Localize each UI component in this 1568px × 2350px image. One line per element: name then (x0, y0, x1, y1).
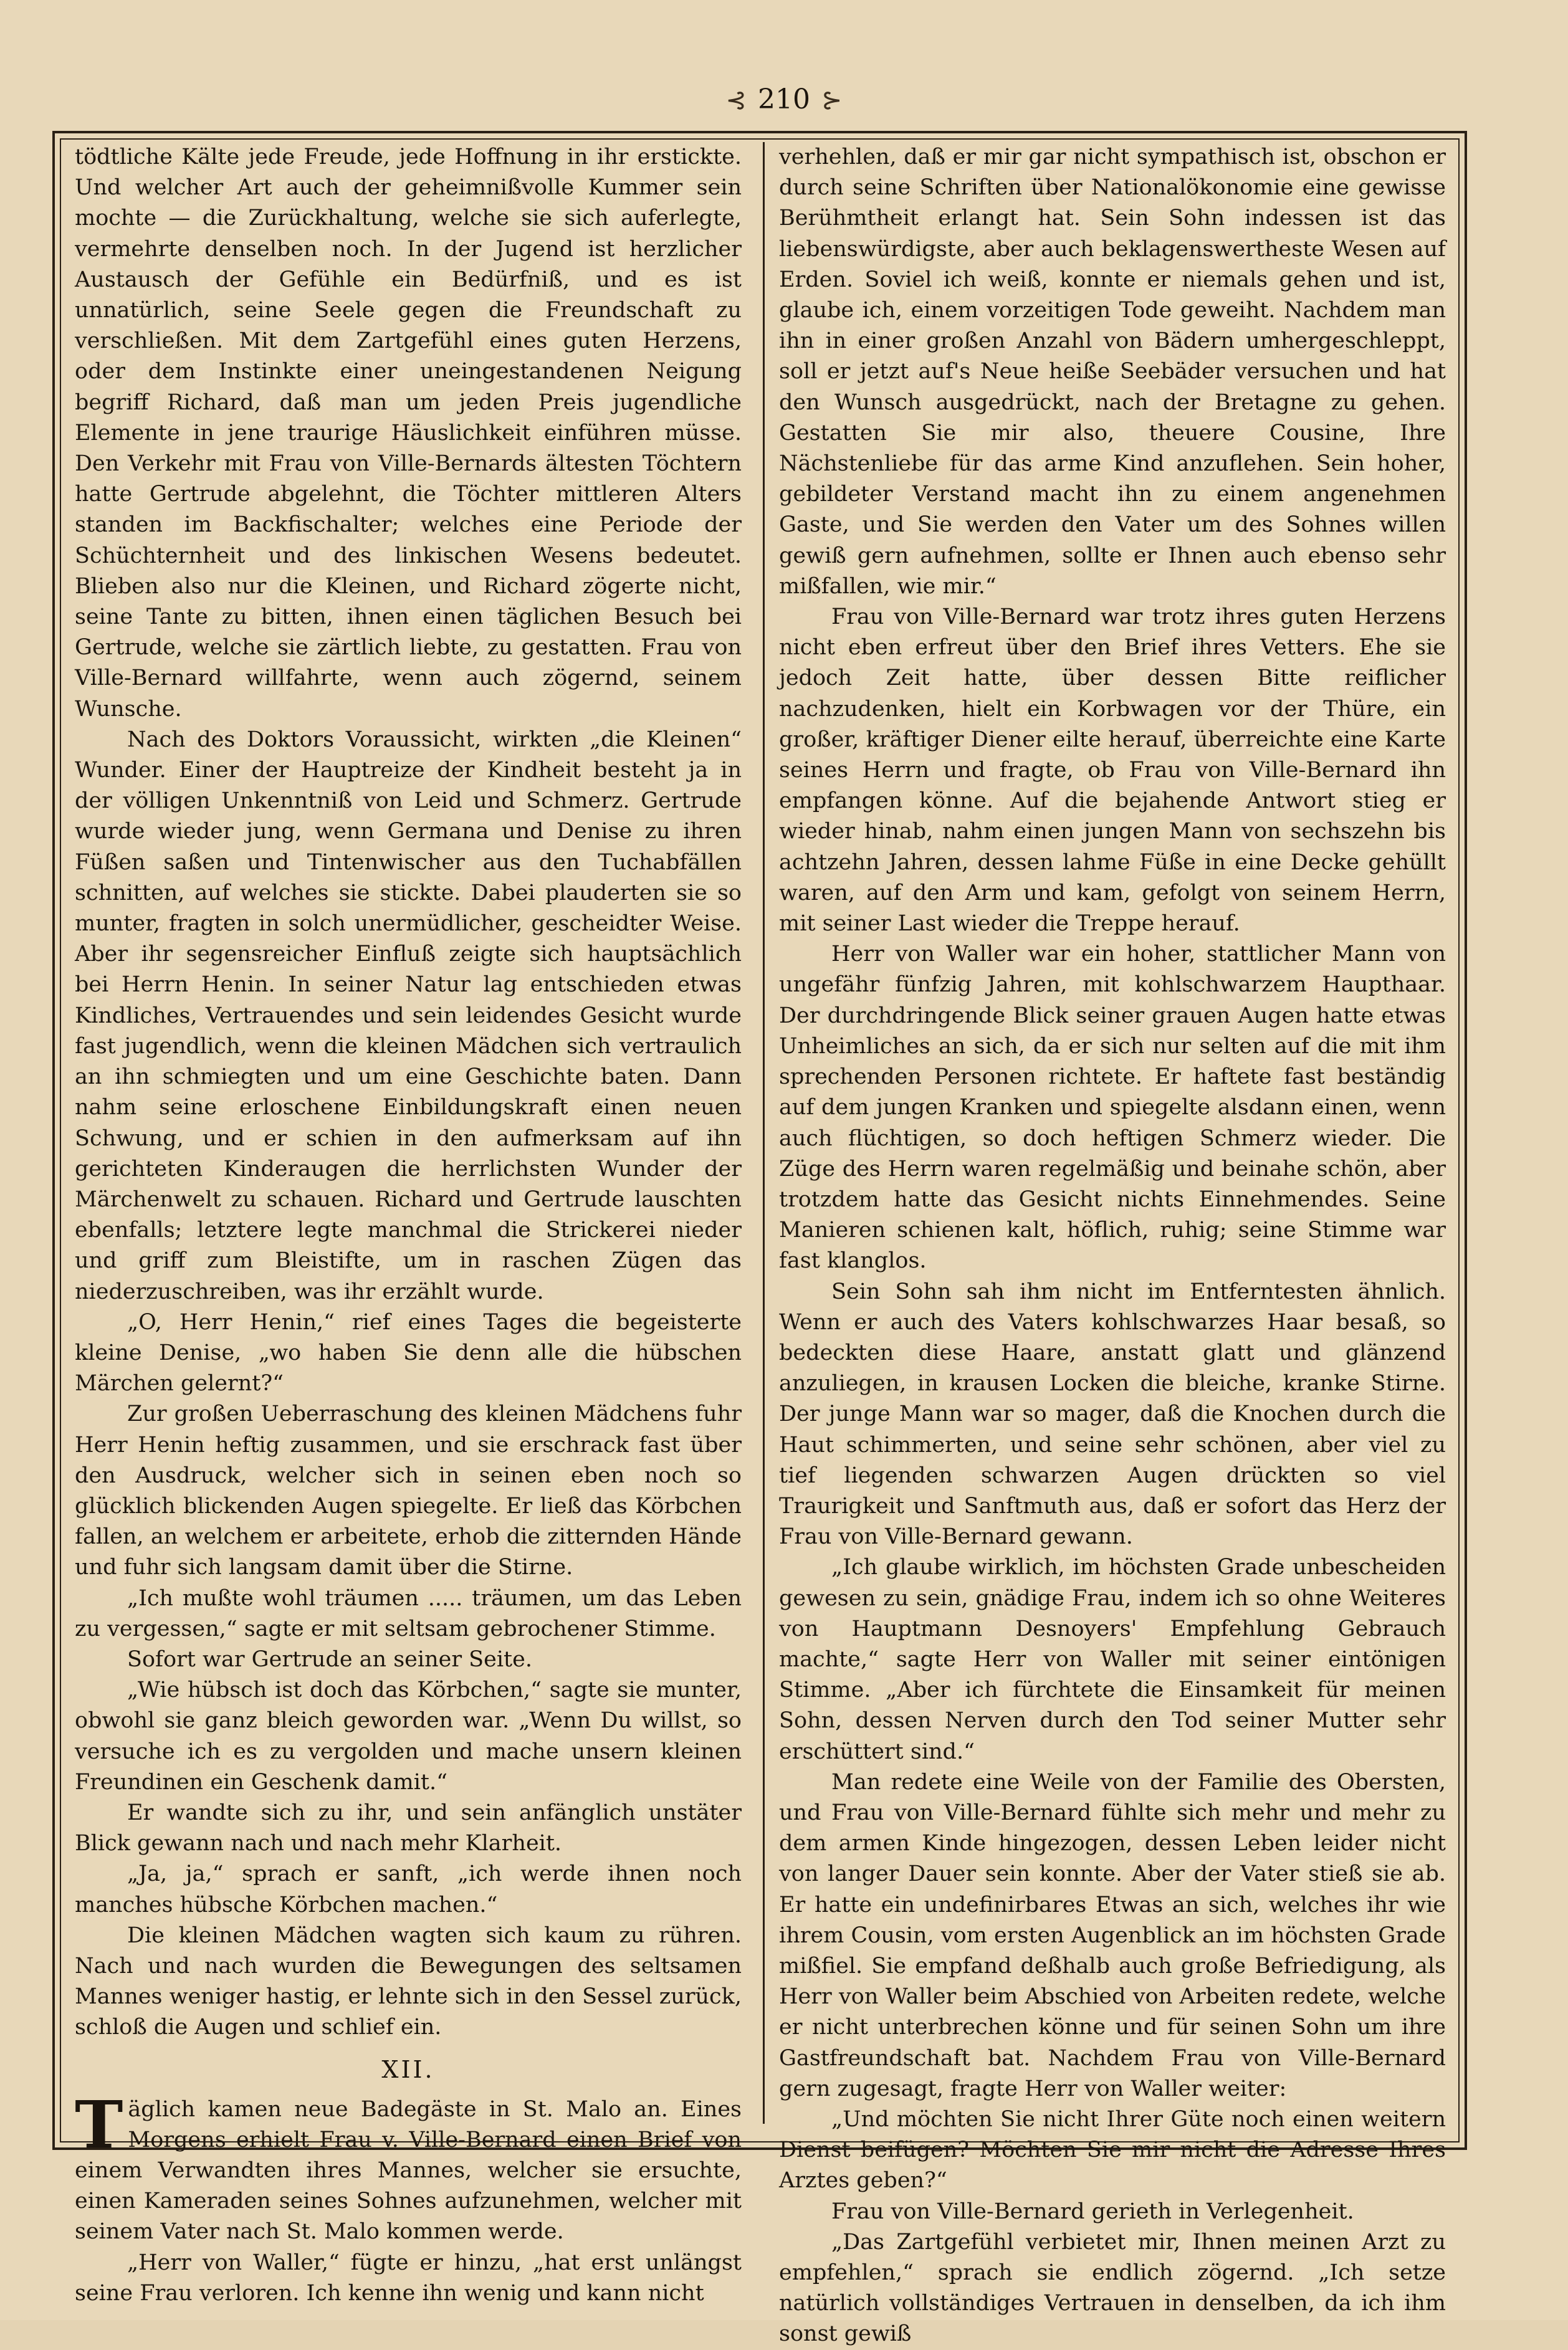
right-column (779, 142, 1446, 2347)
right-paragraphs (779, 142, 1446, 2350)
paragraph: Er wandte sich zu ihr, und sein anfänglich unstäter Blick gewann nach und nach mehr Klarheit. (75, 1800, 742, 1856)
paragraph: Nach des Doktors Voraussicht, wirkten „die Kleinen“ Wunder. Einer der Hauptreize der Kindheit besteht ja in der völligen Unkenntniß von Leid und Schmerz. Gertrude wurde wieder jung, wenn Germana und Denise zu ihren Füßen saßen und Tintenwischer aus den Tuchabfällen schnitten, auf welches sie stickte. Dabei plauderten sie so munter, fragten in solch unermüdlicher, gescheidter Weise. Aber ihr segensreicher Einfluß zeigte sich hauptsächlich bei Herrn Henin. In seiner Natur lag entschieden etwas Kindliches, Vertrauendes und sein leidendes Gesicht wurde fast jugendlich, wenn die kleinen Mädchen sich vertraulich an ihn schmiegten und um eine Geschichte baten. Dann nahm seine erloschene Einbildungskraft einen neuen Schwung, und er schien in den aufmerksam auf ihn gerichteten Kinderaugen die herrlichsten Wunder der Märchenwelt zu schauen. Richard und Gertrude lauschten ebenfalls; letztere legte manchmal die Strickerei nieder und griff zum Bleistifte, um in raschen Zügen das niederzuschreiben, was ihr erzählt wurde. (75, 727, 742, 1304)
paragraph: „Ich glaube wirklich, im höchsten Grade unbescheiden gewesen zu sein, gnädige Frau, indem ich so ohne Weiteres von Hauptmann Desnoyers' Empfehlung Gebrauch machte,“ sagte Herr von Waller mit seiner eintönigen Stimme. „Aber ich fürchtete die Einsamkeit für meinen Sohn, dessen Nerven durch den Tod seiner Mutter sehr erschüttert sind.“ (779, 1555, 1446, 1764)
paragraph: „Ich mußte wohl träumen ..... träumen, um das Leben zu vergessen,“ sagte er mit seltsam gebrochener Stimme. (75, 1585, 742, 1641)
paragraph: Herr von Waller war ein hoher, stattlicher Mann von ungefähr fünfzig Jahren, mit kohlschwarzem Haupthaar. Der durchdringende Blick seiner grauen Augen hatte etwas Unheimliches an sich, da er sich nur selten auf die mit ihm sprechenden Personen richtete. Er haftete fast beständig auf dem jungen Kranken und spiegelte alsdann einen, wenn auch flüchtigen, so doch heftigen Schmerz wieder. Die Züge des Herrn waren regelmäßig und beinahe schön, aber trotzdem hatte das Gesicht nichts Einnehmendes. Seine Manieren schienen kalt, höflich, ruhig; seine Stimme war fast klanglos. (779, 942, 1446, 1274)
paragraph: „Das Zartgefühl verbietet mir, Ihnen meinen Arzt zu empfehlen,“ sprach sie endlich zögernd. „Ich setze natürlich vollständiges Vertrauen in denselben, da ich ihm sonst gewiß (779, 2229, 1446, 2347)
section-second-paragraph: „Herr von Waller,“ fügte er hinzu, „hat erst unlängst seine Frau verloren. Ich kenne ihn wenig und kann nicht (75, 2250, 742, 2306)
paragraph: tödtliche Kälte jede Freude, jede Hoffnung in ihr erstickte. Und welcher Art auch der geheimnißvolle Kummer sein mochte — die Zurückhaltung, welche sie sich auferlegte, vermehrte denselben noch. In der Jugend ist herzlicher Austausch der Gefühle ein Bedürfniß, und es ist unnatürlich, seine Seele gegen die Freundschaft zu verschließen. Mit dem Zartgefühl eines guten Herzens, oder dem Instinkte einer uneingestandenen Neigung begriff Richard, daß man um jeden Preis jugendliche Elemente in jene traurige Häuslichkeit einführen müsse. Den Verkehr mit Frau von Ville-Bernards ältesten Töchtern hatte Gertrude abgelehnt, die Töchter mittleren Alters standen im Backfischalter; welches eine Periode der Schüchternheit und des linkischen Wesens bedeutet. Blieben also nur die Kleinen, und Richard zögerte nicht, seine Tante zu bitten, ihnen einen täglichen Besuch bei Gertrude, welche sie zärtlich liebte, zu gestatten. Frau von Ville-Bernard willfahrte, wenn auch zögernd, seinem Wunsche. (75, 145, 742, 722)
paragraph: Zur großen Ueberraschung des kleinen Mädchens fuhr Herr Henin heftig zusammen, und sie erschrack fast über den Ausdruck, welcher sich in seinen eben noch so glücklich blickenden Augen spiegelte. Er ließ das Körbchen fallen, an welchem er arbeitete, erhob die zitternden Hände und fuhr sich langsam damit über die Stirne. (75, 1402, 742, 1580)
page-number: 210 (758, 84, 810, 115)
paragraph: „Ja, ja,“ sprach er sanft, „ich werde ihnen noch manches hübsche Körbchen machen.“ (75, 1861, 742, 1918)
section-heading: XII. (381, 2055, 435, 2083)
paragraph: „O, Herr Henin,“ rief eines Tages die begeisterte kleine Denise, „wo haben Sie denn alle die hübschen Märchen gelernt?“ (75, 1309, 742, 1397)
column-divider (763, 142, 765, 2124)
paragraph: verhehlen, daß er mir gar nicht sympathisch ist, obschon er durch seine Schriften über Nationalökonomie eine gewisse Berühmtheit erlangt hat. Sein Sohn indessen ist das liebenswürdigste, aber auch beklagenswertheste Wesen auf Erden. Soviel ich weiß, konnte er niemals gehen und ist, glaube ich, einem vorzeitigen Tode geweiht. Nachdem man ihn in einer großen Anzahl von Bädern umhergeschleppt, soll er jetzt auf's Neue heiße Seebäder versuchen und hat den Wunsch ausgedrückt, nach der Bretagne zu gehen. Gestatten Sie mir also, theuere Cousine, Ihre Nächstenliebe für das arme Kind anzuflehen. Sein hoher, gebildeter Verstand macht ihn zu einem angenehmen Gaste, und Sie werden den Vater um des Sohnes willen gewiß gern aufnehmen, sollte er Ihnen auch ebenso sehr mißfallen, wie mir.“ (779, 145, 1446, 599)
paragraph: Sein Sohn sah ihm nicht im Entferntesten ähnlich. Wenn er auch des Vaters kohlschwarzes Haar besaß, so bedeckten diese Haare, anstatt glatt und glänzend anzuliegen, in krausen Locken die bleiche, kranke Stirne. Der junge Mann war so mager, daß die Knochen durch die Haut schimmerten, und seine sehr schönen, aber viel zu tief liegenden schwarzen Augen drückten so viel Traurigkeit und Sanftmuth aus, daß er sofort das Herz der Frau von Ville-Bernard gewann. (779, 1279, 1446, 1550)
section-first-paragraph (75, 2086, 742, 2248)
paragraph: „Und möchten Sie nicht Ihrer Güte noch einen weitern Dienst beifügen? Möchten Sie mir nicht die Adresse Ihres Arztes geben?“ (779, 2107, 1446, 2194)
paragraph: Frau von Ville-Bernard war trotz ihres guten Herzens nicht eben erfreut über den Brief ihres Vetters. Ehe sie jedoch Zeit hatte, über dessen Bitte reiflicher nachzudenken, hielt ein Korbwagen vor der Thüre, ein großer, kräftiger Diener eilte herauf, überreichte eine Karte seines Herrn und fragte, ob Frau von Ville-Bernard ihn empfangen könne. Auf die bejahende Antwort stieg er wieder hinab, nahm einen jungen Mann von sechszehn bis achtzehn Jahren, dessen lahme Füße in eine Decke gehüllt waren, auf den Arm und kam, gefolgt von seinem Herrn, mit seiner Last wieder die Treppe herauf. (779, 604, 1446, 937)
left-paragraphs (75, 142, 742, 2043)
ornament-left: ⊰ (725, 86, 747, 115)
paragraph: Frau von Ville-Bernard gerieth in Verlegenheit. (831, 2199, 1354, 2224)
page-header (0, 78, 1568, 122)
drop-cap: T (75, 2086, 123, 2163)
section-first-text: äglich kamen neue Badegäste in St. Malo an. Eines Morgens erhielt Frau v. Ville-Bernard einen Brief von einem Verwandten ihres Mannes, welcher sie ersuchte, einen Kameraden seines Sohnes aufzunehmen, welcher mit seinem Vater nach St. Malo kommen werde. (75, 2096, 742, 2245)
paragraph: Sofort war Gertrude an seiner Seite. (127, 1646, 532, 1672)
paragraph: Man redete eine Weile von der Familie des Obersten, und Frau von Ville-Bernard fühlte sich mehr und mehr zu dem armen Kinde hingezogen, dessen Leben leider nicht von langer Dauer sein konnte. Aber der Vater stieß sie ab. Er hatte ein undefinirbares Etwas an sich, welches ihr wie ihrem Cousin, vom ersten Augenblick an im höchsten Grade mißfiel. Sie empfand deßhalb auch große Befriedigung, als Herr von Waller beim Abschied von Arbeiten redete, welche er nicht unterbrechen könne und für seinen Sohn um ihre Gastfreundschaft bat. Nachdem Frau von Ville-Bernard gern zugesagt, fragte Herr von Waller weiter: (779, 1769, 1446, 2101)
paragraph: „Wie hübsch ist doch das Körbchen,“ sagte sie munter, obwohl sie ganz bleich geworden war. „Wenn Du willst, so versuche ich es zu vergolden und mache unsern kleinen Freundinen ein Geschenk damit.“ (75, 1678, 742, 1795)
left-column (75, 142, 742, 2306)
paragraph: Die kleinen Mädchen wagten sich kaum zu rühren. Nach und nach wurden die Bewegungen des seltsamen Mannes weniger hastig, er lehnte sich in den Sessel zurück, schloß die Augen und schlief ein. (75, 1923, 742, 2040)
ornament-right: ⊱ (821, 86, 843, 115)
